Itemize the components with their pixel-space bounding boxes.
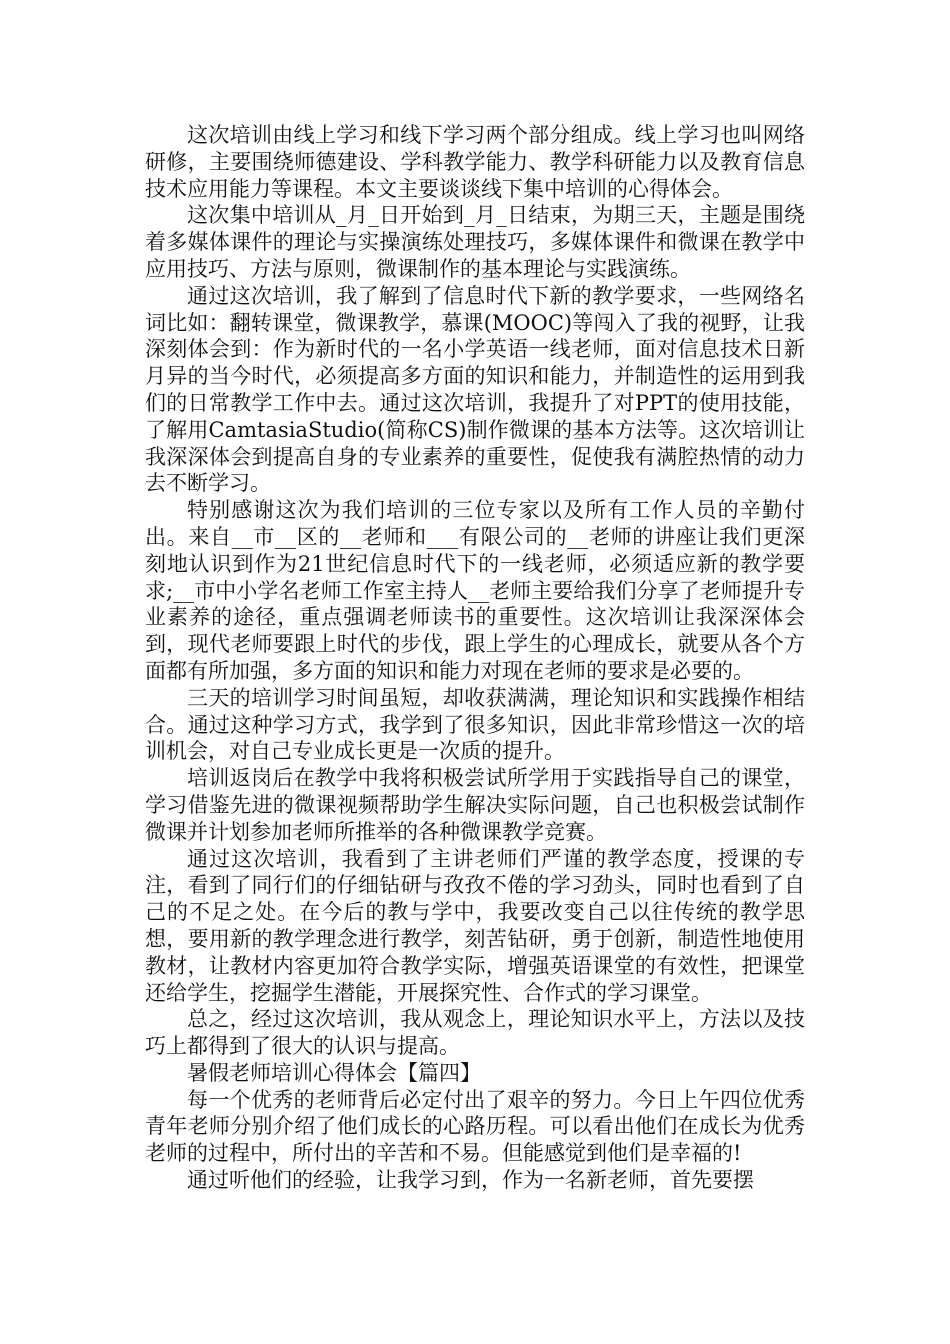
document-body xyxy=(145,122,805,1194)
paragraph-three-days: 三天的培训学习时间虽短，却收获满满，理论知识和实践操作相结合。通过这种学习方式，我学到了很多知识，因此非常珍惜这一次的培训机会，对自己专业成长更是一次质的提升。 xyxy=(145,685,805,764)
paragraph-new-teacher: 通过听他们的经验，让我学习到，作为一名新老师，首先要摆 xyxy=(187,1168,754,1193)
paragraph-training-gains: 通过这次培训，我了解到了信息时代下新的教学要求，一些网络名词比如：翻转课堂，微课教学，慕课(MOOC)等闯入了我的视野，让我深刻体会到：作为新时代的一名小学英语一线老师，面对信息技术日新月异的当今时代，必须提高多方面的知识和能力，并制造性的运用到我们的日常教学工作中去。通过这次培训，我提升了对PPT的使用技能，了解用CamtasiaStudio(简称CS)制作微课的基本方法等。这次培训让我深深体会到提高自身的专业素养的重要性，促使我有满腔热情的动力去不断学习。 xyxy=(145,283,805,496)
paragraph-thanks-experts: 特别感谢这次为我们培训的三位专家以及所有工作人员的辛勤付出。来自__市__区的__老师和___有限公司的__老师的讲座让我们更深刻地认识到作为21世纪信息时代下的一线老师，必须适应新的教学要求;__市中小学名老师工作室主持人__老师主要给我们分享了老师提升专业素养的途径，重点强调老师读书的重要性。这次培训让我深深体会到，现代老师要跟上时代的步伐，跟上学生的心理成长，就要从各个方面都有所加强，多方面的知识和能力对现在老师的要求是必要的。 xyxy=(145,498,805,683)
paragraph-summary: 总之，经过这次培训，我从观念上，理论知识水平上，方法以及技巧上都得到了很大的认识与提高。 xyxy=(145,1007,805,1059)
paragraph-training-overview: 这次培训由线上学习和线下学习两个部分组成。线上学习也叫网络研修，主要围绕师德建设、学科教学能力、教学科研能力以及教育信息技术应用能力等课程。本文主要谈谈线下集中培训的心得体会。 xyxy=(145,123,805,201)
paragraph-return-to-post: 培训返岗后在教学中我将积极尝试所学用于实践指导自己的课堂，学习借鉴先进的微课视频帮助学生解决实际问题，自己也积极尝试制作微课并计划参加老师所推举的各种微课教学竞赛。 xyxy=(145,766,805,844)
paragraph-reflection: 通过这次培训，我看到了主讲老师们严谨的教学态度，授课的专注，看到了同行们的仔细钻研与孜孜不倦的学习劲头，同时也看到了自己的不足之处。在今后的教与学中，我要改变自己以往传统的教学思想，要用新的教学理念进行教学，刻苦钻研，勇于创新，制造性地使用教材，让教材内容更加符合教学实际，增强英语课堂的有效性，把课堂还给学生，挖掘学生潜能，开展探究性、合作式的学习课堂。 xyxy=(145,846,805,1005)
paragraph-training-schedule: 这次集中培训从_月_日开始到_月_日结束，为期三天，主题是围绕着多媒体课件的理论与实操演练处理技巧，多媒体课件和微课在教学中应用技巧、方法与原则，微课制作的基本理论与实践演练。 xyxy=(145,203,805,281)
section-heading: 暑假老师培训心得体会【篇四】 xyxy=(187,1060,481,1085)
paragraph-excellent-teachers: 每一个优秀的老师背后必定付出了艰辛的努力。今日上午四位优秀青年老师分别介绍了他们成长的心路历程。可以看出他们在成长为优秀老师的过程中，所付出的辛苦和不易。但能感觉到他们是幸福的! xyxy=(145,1087,805,1166)
